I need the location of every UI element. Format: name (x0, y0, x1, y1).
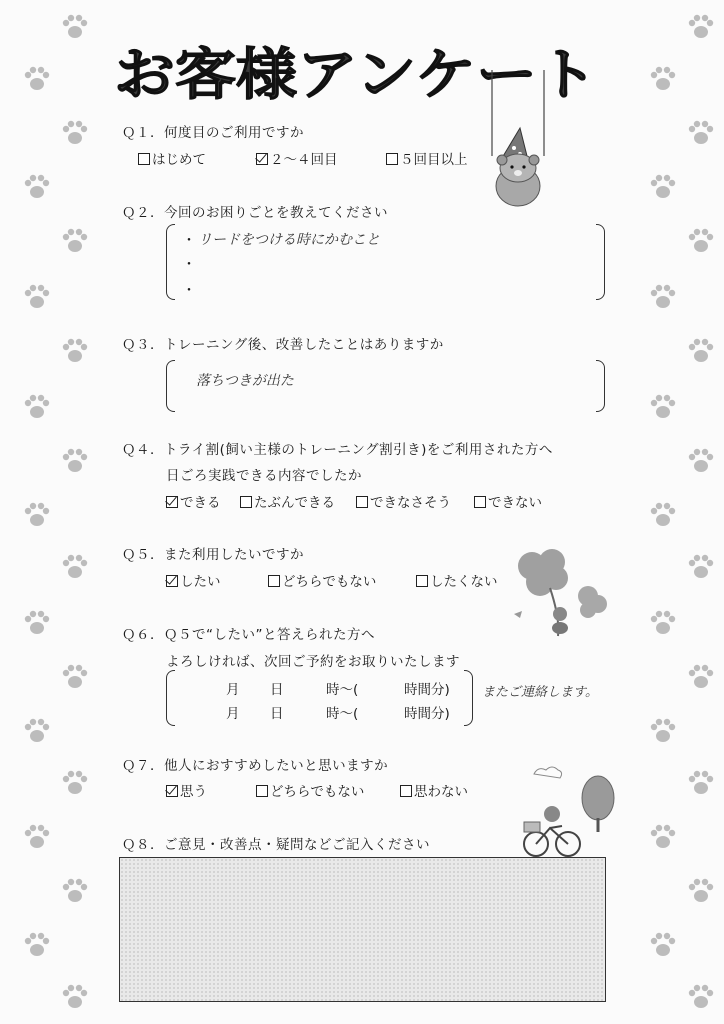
paw-icon (648, 716, 678, 746)
paw-icon (686, 336, 716, 366)
paw-icon (22, 822, 52, 852)
option-label: できなさそう (370, 495, 451, 511)
paw-icon (22, 64, 52, 94)
schedule-month[interactable]: 月 (226, 682, 240, 698)
q7-option-neither[interactable] (256, 780, 364, 800)
paw-icon (60, 982, 90, 1012)
option-label: 思わない (414, 784, 468, 800)
paw-icon (648, 282, 678, 312)
checkbox-checked[interactable] (166, 785, 178, 797)
paw-icon (686, 876, 716, 906)
clover-illustration (510, 548, 610, 643)
paw-icon (60, 226, 90, 256)
option-label: どちらでもない (282, 574, 377, 590)
paw-icon (686, 12, 716, 42)
answer-bracket-left (166, 360, 175, 412)
bicycle-tree-illustration (510, 764, 620, 860)
bear-swing-illustration (480, 68, 560, 228)
answer-bracket-right (596, 360, 605, 412)
option-label: できない (488, 495, 542, 511)
question-4: Ｑ４．トライ割(飼い主様のトレーニング割引き)をご利用された方へ (122, 442, 553, 458)
schedule-hours[interactable]: 時間分) (404, 682, 450, 698)
q4-option-maybe[interactable] (240, 491, 335, 511)
q6-handwritten-answer: またご連絡します。 (482, 685, 598, 700)
option-label: はじめて (152, 152, 206, 168)
paw-icon (22, 930, 52, 960)
paw-icon (22, 608, 52, 638)
q5-option-dont-want[interactable] (416, 570, 498, 590)
q7-option-no[interactable] (400, 780, 468, 800)
option-label: したい (180, 574, 221, 590)
bullet: ・ (182, 283, 196, 299)
schedule-bracket-right (464, 670, 473, 726)
svg-text:お客様アンケート: お客様アンケート (114, 44, 598, 106)
checkbox-checked[interactable] (166, 496, 178, 508)
paw-icon (648, 172, 678, 202)
q7-option-yes[interactable] (166, 780, 207, 800)
paw-icon (648, 500, 678, 530)
checkbox[interactable] (474, 496, 486, 508)
answer-bracket-left (166, 224, 175, 300)
question-3: Ｑ３．トレーニング後、改善したことはありますか (122, 337, 444, 353)
paw-icon (648, 822, 678, 852)
checkbox[interactable] (268, 575, 280, 587)
paw-icon (60, 12, 90, 42)
paw-icon (686, 662, 716, 692)
q4-option-can[interactable] (166, 491, 221, 511)
paw-icon (686, 226, 716, 256)
option-label: どちらでもない (270, 784, 365, 800)
paw-icon (22, 500, 52, 530)
checkbox[interactable] (256, 785, 268, 797)
paw-icon (22, 392, 52, 422)
paw-icon (60, 446, 90, 476)
option-label: したくない (430, 574, 498, 590)
paw-icon (22, 716, 52, 746)
schedule-month[interactable]: 月 (226, 706, 240, 722)
option-label: 思う (180, 784, 207, 800)
paw-icon (686, 982, 716, 1012)
q2-handwritten-answer: リードをつける時にかむこと (198, 232, 380, 248)
schedule-time[interactable]: 時～( (326, 682, 359, 698)
question-6: Ｑ６．Ｑ５で“したい”と答えられた方へ (122, 627, 375, 643)
checkbox[interactable] (400, 785, 412, 797)
checkbox[interactable] (416, 575, 428, 587)
schedule-bracket-left (166, 670, 175, 726)
paw-icon (60, 118, 90, 148)
q5-option-want[interactable] (166, 570, 221, 590)
q3-handwritten-answer: 落ちつきが出た (196, 373, 294, 389)
question-1: Ｑ１．何度目のご利用ですか (122, 125, 304, 141)
option-label: ２～４回目 (270, 152, 338, 168)
paw-icon (648, 64, 678, 94)
question-7: Ｑ７．他人におすすめしたいと思いますか (122, 758, 389, 774)
bullet: ・ (182, 233, 196, 249)
question-5: Ｑ５．また利用したいですか (122, 547, 304, 563)
schedule-hours[interactable]: 時間分) (404, 706, 450, 722)
paw-icon (22, 172, 52, 202)
q5-option-neither[interactable] (268, 570, 376, 590)
paw-icon (60, 876, 90, 906)
q4-option-unlikely[interactable] (356, 491, 451, 511)
q1-option-2-4-times[interactable] (256, 148, 338, 168)
question-6-sub: よろしければ、次回ご予約をお取りいたします (166, 654, 460, 670)
checkbox[interactable] (138, 153, 150, 165)
paw-icon (686, 768, 716, 798)
paw-icon (648, 930, 678, 960)
checkbox[interactable] (386, 153, 398, 165)
checkbox[interactable] (356, 496, 368, 508)
question-8: Ｑ８．ご意見・改善点・疑問などご記入ください (122, 837, 430, 853)
q4-option-cannot[interactable] (474, 491, 542, 511)
paw-icon (60, 662, 90, 692)
bullet: ・ (182, 257, 196, 273)
question-2: Ｑ２．今回のお困りごとを教えてください (122, 205, 388, 221)
checkbox-checked[interactable] (166, 575, 178, 587)
schedule-day[interactable]: 日 (270, 682, 284, 698)
comment-textarea[interactable] (119, 857, 606, 1002)
checkbox[interactable] (240, 496, 252, 508)
option-label: たぶんできる (254, 495, 335, 511)
paw-icon (60, 336, 90, 366)
q1-option-first-time[interactable] (138, 148, 206, 168)
option-label: できる (180, 495, 221, 511)
q1-option-5-plus[interactable] (386, 148, 468, 168)
paw-icon (686, 118, 716, 148)
option-label: ５回目以上 (400, 152, 468, 168)
question-4-sub: 日ごろ実践できる内容でしたか (166, 468, 362, 484)
paw-icon (648, 608, 678, 638)
checkbox-checked[interactable] (256, 153, 268, 165)
answer-bracket-right (596, 224, 605, 300)
paw-icon (60, 768, 90, 798)
schedule-day[interactable]: 日 (270, 706, 284, 722)
paw-icon (686, 446, 716, 476)
schedule-time[interactable]: 時～( (326, 706, 359, 722)
paw-icon (686, 552, 716, 582)
paw-icon (648, 392, 678, 422)
paw-icon (22, 282, 52, 312)
paw-icon (60, 552, 90, 582)
